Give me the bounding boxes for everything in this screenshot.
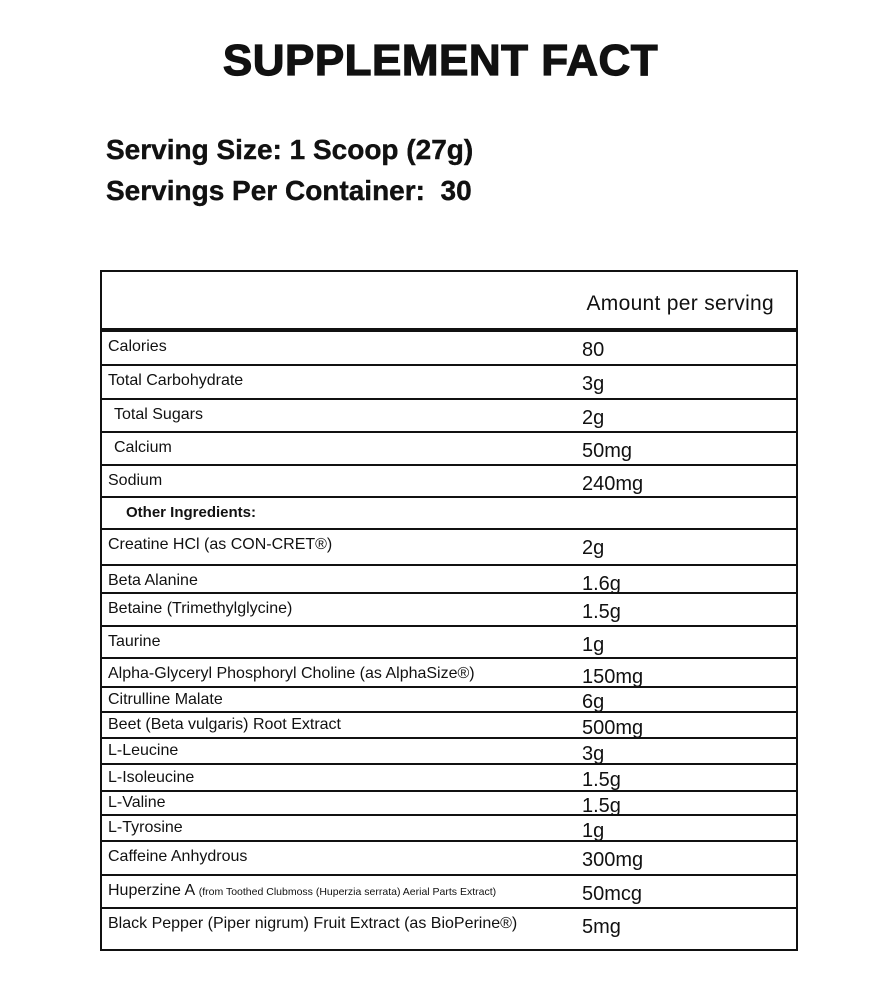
row-amount: 240mg [582, 473, 644, 495]
row-amount: 1g [582, 820, 605, 842]
table-row-l-leucine [102, 739, 796, 765]
serving-size: Serving Size: 1 Scoop (27g) [106, 134, 474, 165]
row-name: Total Carbohydrate [108, 372, 244, 389]
row-amount: 1.5g [582, 601, 621, 623]
table-section-other-ingredients [102, 498, 796, 530]
supplement-facts-table [100, 270, 798, 951]
table-row-alpha-gpc [102, 659, 796, 688]
row-name: Betaine (Trimethylglycine) [108, 600, 293, 617]
row-name: Sodium [108, 472, 163, 489]
table-row-l-tyrosine [102, 816, 796, 842]
table-row-l-valine [102, 792, 796, 816]
row-amount: 300mg [582, 849, 644, 871]
row-name: Alpha-Glyceryl Phosphoryl Choline (as AlphaSize®) [108, 665, 475, 682]
table-header [102, 272, 796, 332]
table-body [102, 332, 796, 944]
table-row-betaine [102, 594, 796, 627]
table-row-beet-root-extract [102, 713, 796, 739]
row-name: Calcium [114, 439, 172, 456]
row-amount: 50mcg [582, 883, 643, 905]
row-amount: 50mg [582, 440, 633, 462]
row-name: Beta Alanine [108, 572, 198, 589]
row-name-main: Huperzine A [108, 882, 195, 899]
table-row-sodium [102, 466, 796, 498]
row-amount: 5mg [582, 916, 621, 938]
table-row-taurine [102, 627, 796, 659]
row-amount: 1.5g [582, 769, 621, 791]
row-name [108, 882, 496, 900]
servings-per-container: Servings Per Container: 30 [106, 175, 472, 206]
table-row-beta-alanine [102, 566, 796, 594]
row-amount: 1.6g [582, 573, 621, 595]
row-name: L-Leucine [108, 742, 179, 759]
row-amount: 2g [582, 407, 605, 429]
row-amount: 2g [582, 537, 605, 559]
table-row-caffeine-anhydrous [102, 842, 796, 876]
row-amount: 3g [582, 743, 605, 765]
table-row-calcium [102, 433, 796, 466]
table-row-total-carbohydrate [102, 366, 796, 400]
table-row-huperzine-a [102, 876, 796, 909]
row-amount: 1g [582, 634, 605, 656]
section-heading: Other Ingredients: [126, 504, 257, 521]
row-name: L-Tyrosine [108, 819, 183, 836]
row-name: L-Valine [108, 794, 166, 811]
row-name: Citrulline Malate [108, 691, 223, 708]
table-row-creatine-hcl [102, 530, 796, 566]
row-name: Calories [108, 338, 167, 355]
table-row-calories [102, 332, 796, 366]
row-name: Black Pepper (Piper nigrum) Fruit Extract (as BioPerine®) [108, 915, 518, 932]
row-amount: 3g [582, 373, 605, 395]
row-name: Total Sugars [114, 406, 203, 423]
table-row-l-isoleucine [102, 765, 796, 792]
page-title: SUPPLEMENT FACT [222, 36, 659, 85]
row-name: Beet (Beta vulgaris) Root Extract [108, 716, 341, 733]
table-row-black-pepper-extract [102, 909, 796, 944]
row-name: L-Isoleucine [108, 769, 195, 786]
row-name: Taurine [108, 633, 161, 650]
row-name: Caffeine Anhydrous [108, 848, 248, 865]
row-amount: 500mg [582, 717, 644, 739]
row-amount: 80 [582, 339, 605, 361]
row-name-detail: (from Toothed Clubmoss (Huperzia serrata) Aerial Parts Extract) [198, 886, 497, 898]
table-row-total-sugars [102, 400, 796, 433]
amount-per-serving-header: Amount per serving [586, 292, 774, 315]
row-amount: 6g [582, 691, 605, 713]
row-amount: 150mg [582, 666, 644, 688]
row-amount: 1.5g [582, 795, 621, 817]
table-row-citrulline-malate [102, 688, 796, 713]
row-name: Creatine HCl (as CON-CRET®) [108, 536, 333, 553]
